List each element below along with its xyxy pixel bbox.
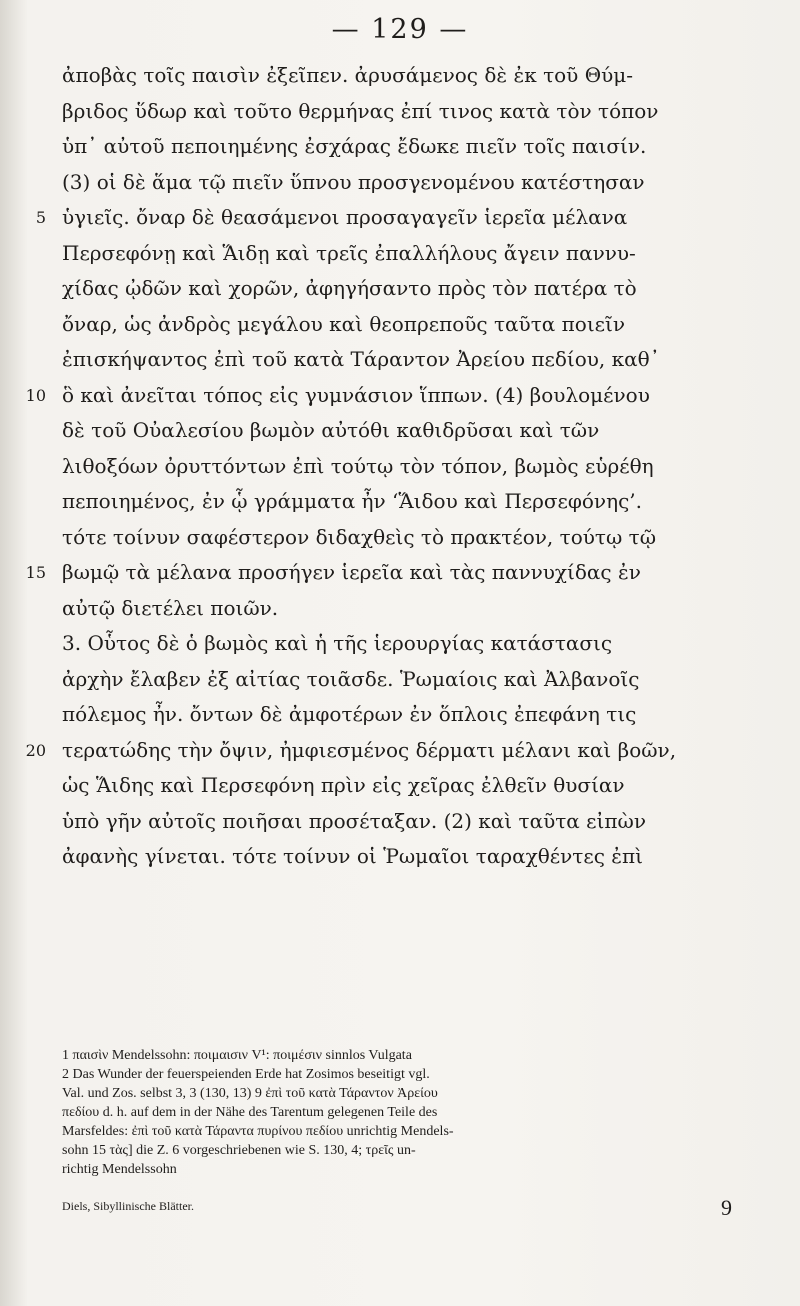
page-header: — 129 — <box>331 14 469 45</box>
text-line <box>62 626 762 662</box>
line-text: 3. Οὗτος δὲ ὁ βωμὸς καὶ ἡ τῆς ἱερουργίας κατάστασις <box>62 631 613 655</box>
line-text: (3) οἱ δὲ ἅμα τῷ πιεῖν ὕπνου προσγενομένου κατέστησαν <box>62 169 645 194</box>
footnote-line: πεδίου d. h. auf dem in der Nähe des Tarentum gelegenen Teile des <box>62 1105 438 1120</box>
text-line <box>62 271 762 307</box>
line-text: Περσεφόνῃ καὶ Ἅιδῃ καὶ τρεῖς ἐπαλλήλους ἄγειν παννυ- <box>62 240 636 265</box>
line-text: ὑπ᾽ αὐτοῦ πεποιημένης ἐσχάρας ἔδωκε πιεῖν τοῖς παισίν. <box>62 134 647 158</box>
text-line <box>62 697 762 733</box>
footnotes <box>62 1046 762 1179</box>
line-text: τερατώδης τὴν ὄψιν, ἠμφιεσμένος δέρματι μέλανι καὶ βοῶν, <box>62 737 677 762</box>
line-text: ἀφανὴς γίνεται. τότε τοίνυν οἱ Ῥωμαῖοι ταραχθέντες ἐπὶ <box>62 844 643 868</box>
line-text: πεποιημένος, ἐν ᾧ γράμματα ἦν ‘Ἅιδου καὶ Περσεφόνης’. <box>62 489 642 513</box>
text-line <box>62 58 762 94</box>
page-footer <box>62 1195 762 1220</box>
text-line <box>25 555 762 591</box>
text-line <box>62 591 762 627</box>
text-line <box>62 165 762 201</box>
line-text: ὄναρ, ὡς ἀνδρὸς μεγάλου καὶ θεοπρεποῦς ταῦτα ποιεῖν <box>62 311 626 336</box>
footnote-line: Val. und Zos. selbst 3, 3 (130, 13) 9 ἐπὶ τοῦ κατὰ Τάραντον Ἀρείου <box>62 1086 438 1101</box>
text-line <box>25 378 762 414</box>
text-line <box>62 413 762 449</box>
line-text: πόλεμος ἦν. ὄντων δὲ ἀμφοτέρων ἐν ὅπλοις ἐπεφάνη τις <box>62 702 637 726</box>
line-text: ὡς Ἅιδης καὶ Περσεφόνη πρὶν εἰς χεῖρας ἐλθεῖν θυσίαν <box>62 773 625 797</box>
main-text <box>25 58 762 875</box>
footnote-line: Marsfeldes: ἐπὶ τοῦ κατὰ Τάραντα πυρίνου πεδίου unrichtig Mendels- <box>62 1124 454 1139</box>
text-line <box>62 484 762 520</box>
text-line <box>62 449 762 485</box>
line-text: ἀρχὴν ἔλαβεν ἐξ αἰτίας τοιᾶσδε. Ῥωμαίοις καὶ Ἀλβανοῖς <box>62 666 640 691</box>
line-number: 20 <box>25 740 46 760</box>
text-line <box>35 200 762 236</box>
line-number: 15 <box>25 563 46 582</box>
text-line <box>62 520 762 556</box>
line-text: ὑγιεῖς. ὄναρ δὲ θεασάμενοι προσαγαγεῖν ἱερεῖα μέλανα <box>62 205 628 229</box>
line-text: χίδας ᾠδῶν καὶ χορῶν, ἀφηγήσαντο πρὸς τὸν πατέρα τὸ <box>62 276 637 300</box>
line-text: ὃ καὶ ἀνεῖται τόπος εἰς γυμνάσιον ἵππων. (4) βουλομένου <box>62 382 650 407</box>
signature-mark: 9 <box>721 1195 732 1220</box>
text-line <box>62 839 762 875</box>
line-text: ἀποβὰς τοῖς παισὶν ἐξεῖπεν. ἀρυσάμενος δὲ ἐκ τοῦ Θύμ- <box>62 63 634 87</box>
text-line <box>62 342 762 378</box>
line-text: δὲ τοῦ Οὐαλεσίου βωμὸν αὐτόθι καθιδρῦσαι καὶ τῶν <box>62 418 600 442</box>
line-text: τότε τοίνυν σαφέστερον διδαχθεὶς τὸ πρακτέον, τούτῳ τῷ <box>62 524 657 549</box>
line-text: ἐπισκήψαντος ἐπὶ τοῦ κατὰ Τάραντον Ἀρείου πεδίου, καθ᾽ <box>62 347 660 371</box>
line-text: βριδος ὕδωρ καὶ τοῦτο θερμήνας ἐπί τινος κατὰ τὸν τόπον <box>62 98 659 123</box>
text-line <box>62 129 762 165</box>
line-number: 10 <box>25 385 46 405</box>
text-line <box>62 307 762 343</box>
imprint: Diels, Sibyllinische Blätter. <box>62 1199 194 1213</box>
footnote-line: sohn 15 τὰς] die Z. 6 vorgeschriebenen wie S. 130, 4; τρεῖς un- <box>62 1143 416 1158</box>
footnote-line: 1 παισὶν Mendelssohn: ποιμαισιν V¹: ποιμέσιν sinnlos Vulgata <box>62 1048 412 1063</box>
footnote-line: 2 Das Wunder der feuerspeienden Erde hat Zosimos beseitigt vgl. <box>62 1067 430 1082</box>
footnote-line: richtig Mendelssohn <box>62 1162 177 1177</box>
text-line <box>62 662 762 698</box>
text-line <box>62 804 762 840</box>
line-text: ὑπὸ γῆν αὐτοῖς ποιῆσαι προσέταξαν. (2) καὶ ταῦτα εἰπὼν <box>62 808 646 833</box>
line-text: αὐτῷ διετέλει ποιῶν. <box>62 595 279 620</box>
text-line <box>62 768 762 804</box>
line-number: 5 <box>35 208 46 227</box>
text-line <box>25 733 762 769</box>
text-line <box>62 236 762 272</box>
line-text: λιθοξόων ὀρυττόντων ἐπὶ τούτῳ τὸν τόπον, βωμὸς εὑρέθη <box>62 453 654 478</box>
line-text: βωμῷ τὰ μέλανα προσήγεν ἱερεῖα καὶ τὰς παννυχίδας ἐν <box>62 560 641 584</box>
text-line <box>62 94 762 130</box>
